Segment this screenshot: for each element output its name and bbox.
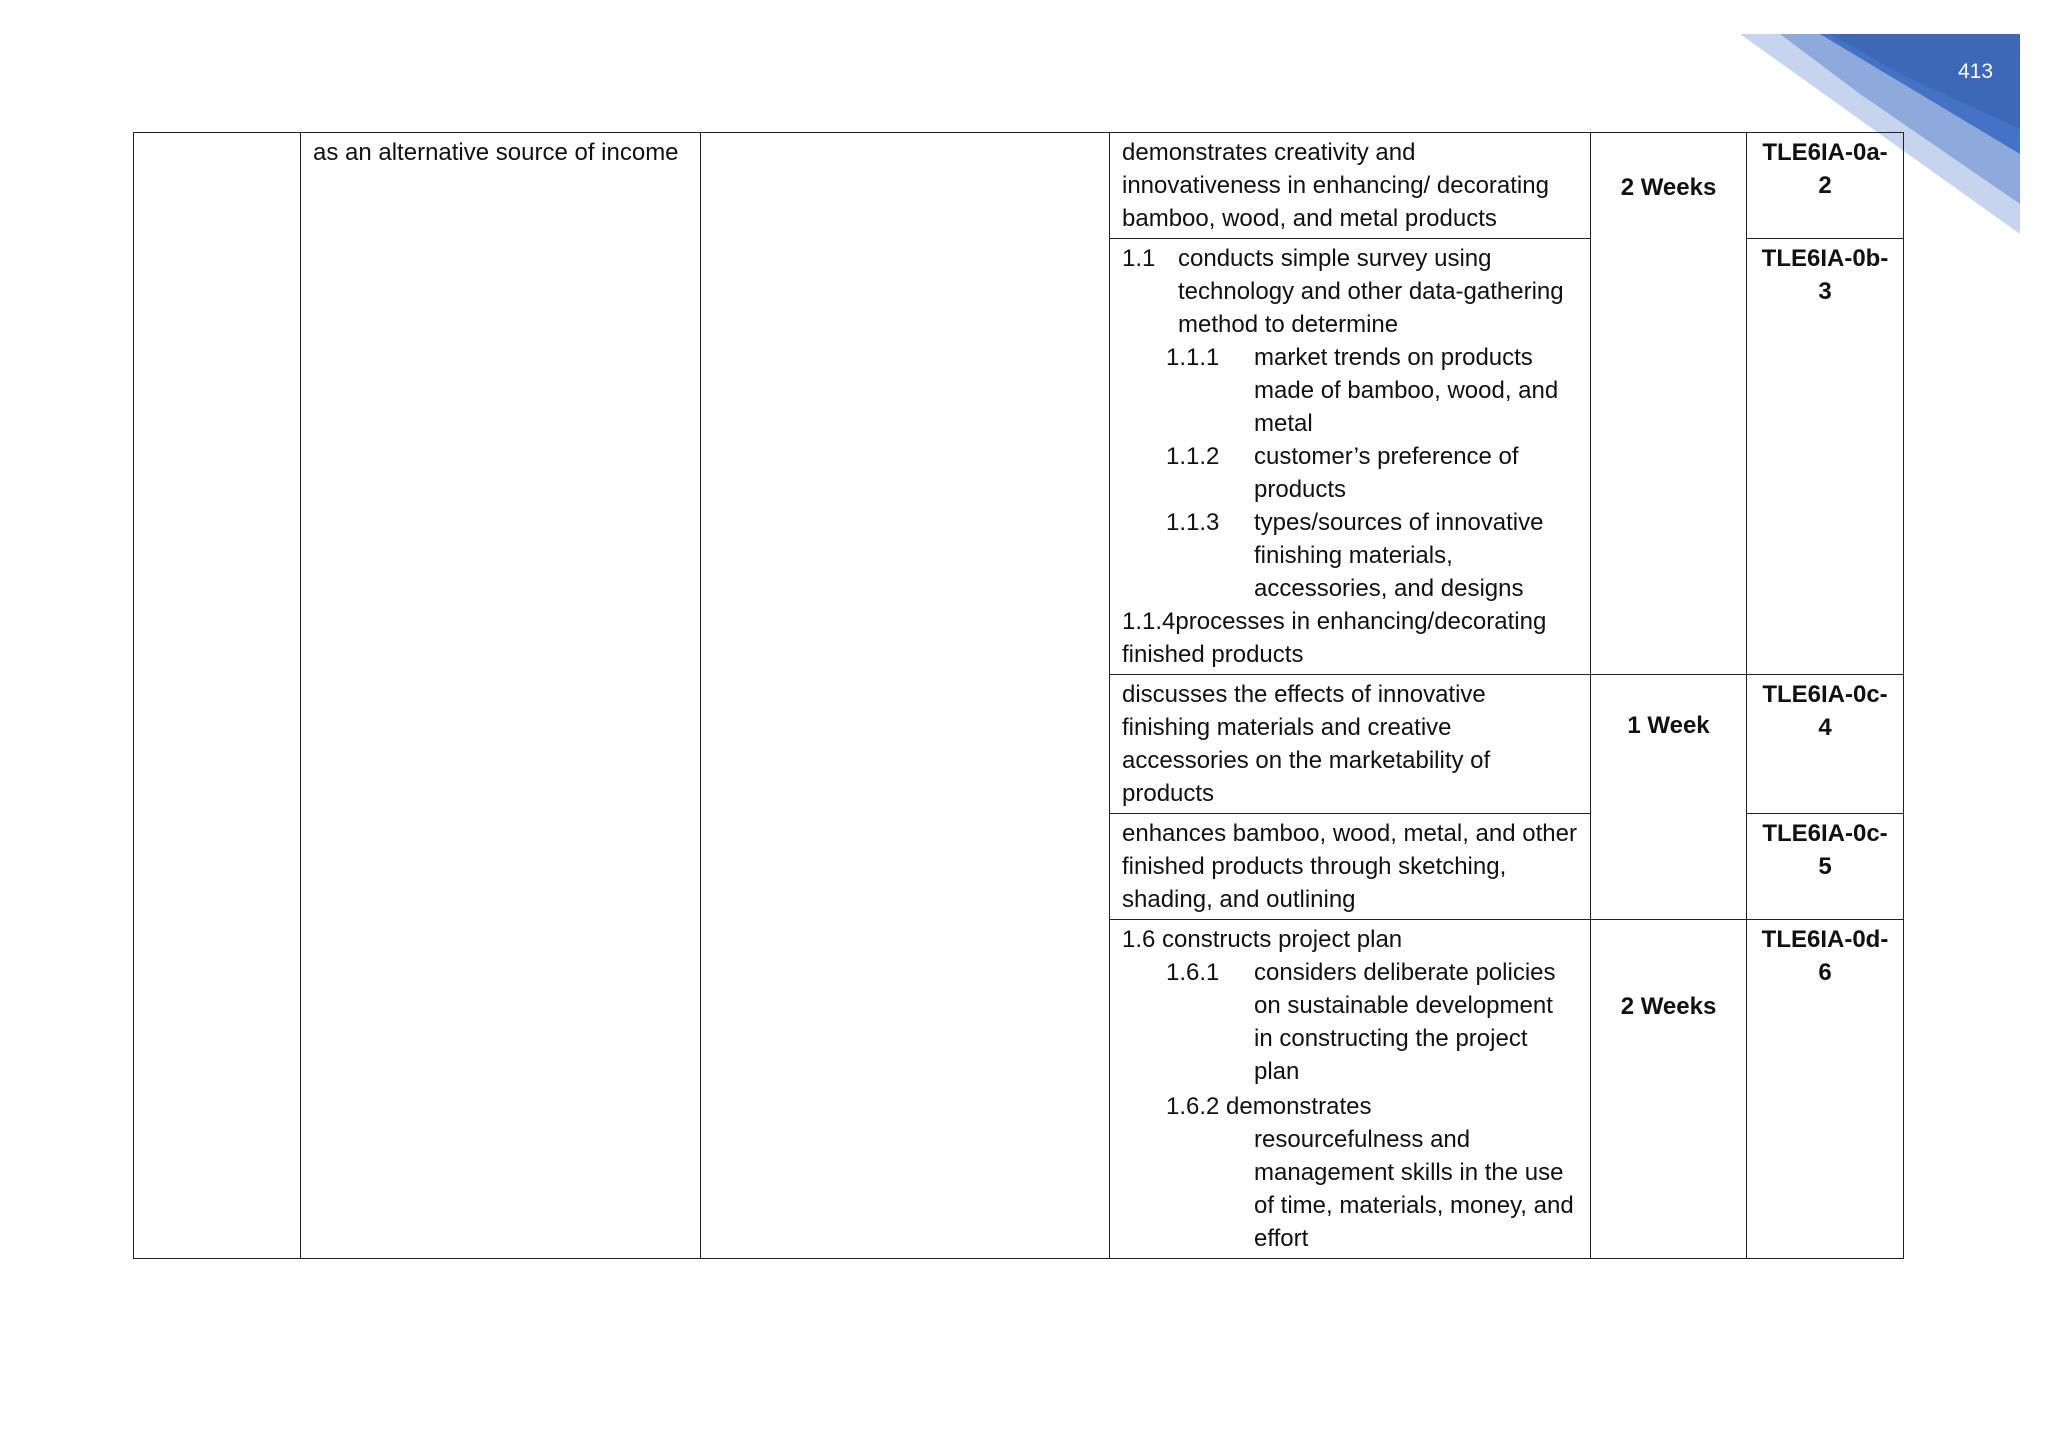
list-item: 1.6 constructs project plan <box>1122 926 1403 953</box>
content-cell: as an alternative source of income <box>301 133 701 1259</box>
list-item <box>1122 440 1578 506</box>
competency-cell <box>1110 239 1591 675</box>
list-item <box>1122 341 1578 440</box>
code-line: 5 <box>1818 853 1832 880</box>
code-cell <box>1747 920 1904 1259</box>
competency-cell: enhances bamboo, wood, metal, and other finished products through sketching, shading, and outlining <box>1110 814 1591 920</box>
list-item: 1.1.4processes in enhancing/decorating finished products <box>1122 608 1547 668</box>
blank-cell <box>134 133 301 1259</box>
item-number: 1.6.1 <box>1166 959 1220 986</box>
code-line: 6 <box>1818 959 1832 986</box>
curriculum-table <box>133 132 1904 1259</box>
competency-cell: discusses the effects of innovative finishing materials and creative accessories on the marketability of products <box>1110 675 1591 814</box>
code-line: TLE6IA-0c- <box>1762 681 1888 708</box>
list-item <box>1122 506 1578 605</box>
item-text: considers deliberate policies on sustainable development in constructing the project plan <box>1254 959 1556 1085</box>
list-item <box>1122 956 1578 1088</box>
item-number: 1.1.3 <box>1166 509 1220 536</box>
item-number: 1.1 <box>1122 245 1156 272</box>
blank-cell <box>701 133 1110 1259</box>
code-line: TLE6IA-0b- <box>1761 245 1889 272</box>
item-text: conducts simple survey using technology and other data-gathering method to determine <box>1178 245 1564 338</box>
list-item <box>1122 242 1578 341</box>
item-text: market trends on products made of bamboo, wood, and metal <box>1254 344 1559 437</box>
table-row <box>134 133 1904 239</box>
code-line: 2 <box>1818 172 1832 199</box>
code-line: TLE6IA-0d- <box>1761 926 1889 953</box>
code-cell <box>1747 814 1904 920</box>
code-line: 4 <box>1818 714 1832 741</box>
code-cell <box>1747 675 1904 814</box>
code-line: TLE6IA-0c- <box>1762 820 1888 847</box>
competency-cell: demonstrates creativity and innovativeness in enhancing/ decorating bamboo, wood, and metal products <box>1110 133 1591 239</box>
item-text: types/sources of innovative finishing materials, accessories, and designs <box>1254 509 1544 602</box>
item-number: 1.1.1 <box>1166 344 1220 371</box>
duration-cell: 2 Weeks <box>1591 920 1747 1259</box>
list-item: 1.6.2 demonstrates <box>1166 1093 1372 1120</box>
duration-cell: 1 Week <box>1591 675 1747 920</box>
item-text: customer’s preference of products <box>1254 443 1519 503</box>
code-line: 3 <box>1818 278 1832 305</box>
duration-cell: 2 Weeks <box>1591 133 1747 675</box>
item-text: resourcefulness and management skills in the use of time, materials, money, and effort <box>1254 1126 1574 1252</box>
code-cell <box>1747 239 1904 675</box>
item-number: 1.1.2 <box>1166 443 1220 470</box>
competency-cell <box>1110 920 1591 1259</box>
code-cell <box>1747 133 1904 239</box>
page-number: 413 <box>1958 60 1994 83</box>
code-line: TLE6IA-0a- <box>1762 139 1888 166</box>
